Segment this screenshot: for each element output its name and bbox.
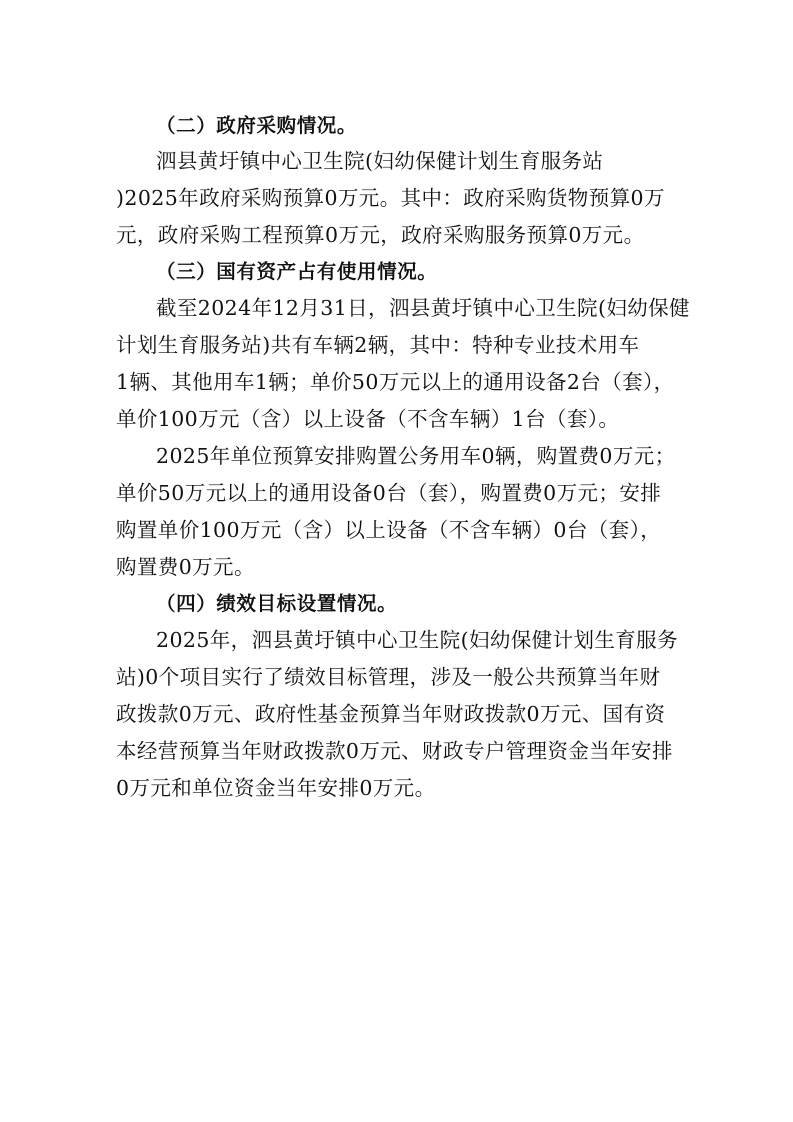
paragraph-line: 泗县黄圩镇中心卫生院(妇幼保健计划生育服务站 (156, 149, 604, 173)
paragraph-line: 政拨款0万元、政府性基金预算当年财政拨款0万元、国有资 (116, 702, 666, 726)
paragraph-line: 购置费0万元。 (116, 555, 255, 579)
paragraph-line: 1辆、其他用车1辆；单价50万元以上的通用设备2台（套）， (116, 370, 675, 394)
paragraph-line: 2025年，泗县黄圩镇中心卫生院(妇幼保健计划生育服务 (156, 628, 678, 652)
paragraph-line: 购置单价100万元（含）以上设备（不含车辆）0台（套）， (116, 518, 662, 542)
section-heading-procurement: （二）政府采购情况。 (156, 114, 358, 137)
paragraph-line: 2025年单位预算安排购置公务用车0辆，购置费0万元； (156, 444, 676, 468)
paragraph-line: 本经营预算当年财政拨款0万元、财政专户管理资金当年安排 (116, 739, 673, 763)
paragraph-line: 元，政府采购工程预算0万元，政府采购服务预算0万元。 (116, 223, 645, 247)
paragraph-line: )2025年政府采购预算0万元。其中：政府采购货物预算0万 (116, 186, 665, 210)
section-heading-performance: （四）绩效目标设置情况。 (156, 592, 398, 615)
paragraph-line: 站)0个项目实行了绩效目标管理，涉及一般公共预算当年财 (116, 665, 661, 689)
paragraph-line: 0万元和单位资金当年安排0万元。 (116, 776, 436, 800)
paragraph-line: 计划生育服务站)共有车辆2辆，其中：特种专业技术用车 (116, 333, 640, 357)
paragraph-line: 截至2024年12月31日，泗县黄圩镇中心卫生院(妇幼保健 (156, 296, 690, 320)
paragraph-line: 单价50万元以上的通用设备0台（套），购置费0万元；安排 (116, 481, 662, 505)
paragraph-line: 单价100万元（含）以上设备（不含车辆）1台（套）。 (116, 407, 620, 431)
section-heading-assets: （三）国有资产占有使用情况。 (156, 260, 438, 283)
